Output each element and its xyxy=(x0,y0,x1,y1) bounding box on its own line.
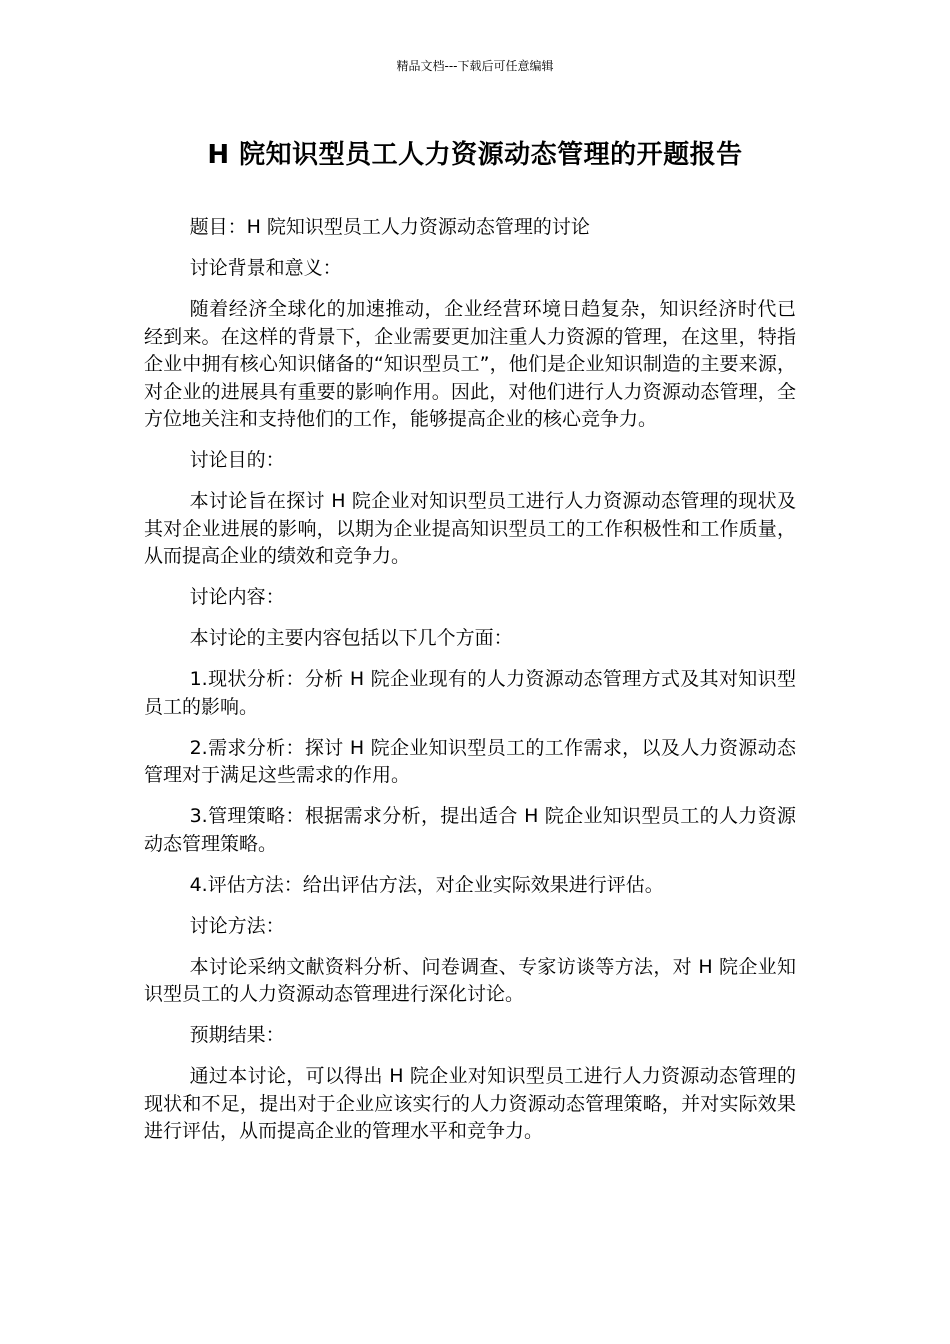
header-note: 精品文档---下载后可任意编辑 xyxy=(396,59,554,73)
document-body xyxy=(144,214,796,1159)
paragraph-content-intro: 本讨论的主要内容包括以下几个方面： xyxy=(189,627,513,649)
list-item-status-analysis: 1.现状分析：分析 H 院企业现有的人力资源动态管理方式及其对知识型员工的影响。 xyxy=(144,668,796,718)
document-title: H 院知识型员工人力资源动态管理的开题报告 xyxy=(207,140,743,170)
heading-purpose: 讨论目的： xyxy=(189,449,285,471)
heading-expected-results: 预期结果： xyxy=(189,1024,285,1046)
heading-content: 讨论内容： xyxy=(189,586,285,608)
heading-background: 讨论背景和意义： xyxy=(189,257,342,279)
paragraph-purpose: 本讨论旨在探讨 H 院企业对知识型员工进行人力资源动态管理的现状及其对企业进展的影响，以期为企业提高知识型员工的工作积极性和工作质量，从而提高企业的绩效和竞争力。 xyxy=(144,490,796,567)
list-item-management-strategy: 3.管理策略：根据需求分析，提出适合 H 院企业知识型员工的人力资源动态管理策略。 xyxy=(144,805,796,855)
paragraph-method: 本讨论采纳文献资料分析、问卷调查、专家访谈等方法，对 H 院企业知识型员工的人力资源动态管理进行深化讨论。 xyxy=(144,955,796,1005)
paragraph-background: 随着经济全球化的加速推动，企业经营环境日趋复杂，知识经济时代已经到来。在这样的背景下，企业需要更加注重人力资源的管理，在这里，特指企业中拥有核心知识储备的“知识型员工”，他们是企业知识制造的主要来源，对企业的进展具有重要的影响作用。因此，对他们进行人力资源动态管理，全方位地关注和支持他们的工作，能够提高企业的核心竞争力。 xyxy=(144,298,796,430)
list-item-evaluation-method: 4.评估方法：给出评估方法，对企业实际效果进行评估。 xyxy=(189,873,664,896)
paragraph-expected-results: 通过本讨论，可以得出 H 院企业对知识型员工进行人力资源动态管理的现状和不足，提出对于企业应该实行的人力资源动态管理策略，并对实际效果进行评估，从而提高企业的管理水平和竞争力。 xyxy=(144,1065,796,1142)
heading-method: 讨论方法： xyxy=(189,914,285,937)
paragraph-topic: 题目：H 院知识型员工人力资源动态管理的讨论 xyxy=(189,216,590,238)
list-item-needs-analysis: 2.需求分析：探讨 H 院企业知识型员工的工作需求，以及人力资源动态管理对于满足这些需求的作用。 xyxy=(144,736,796,786)
